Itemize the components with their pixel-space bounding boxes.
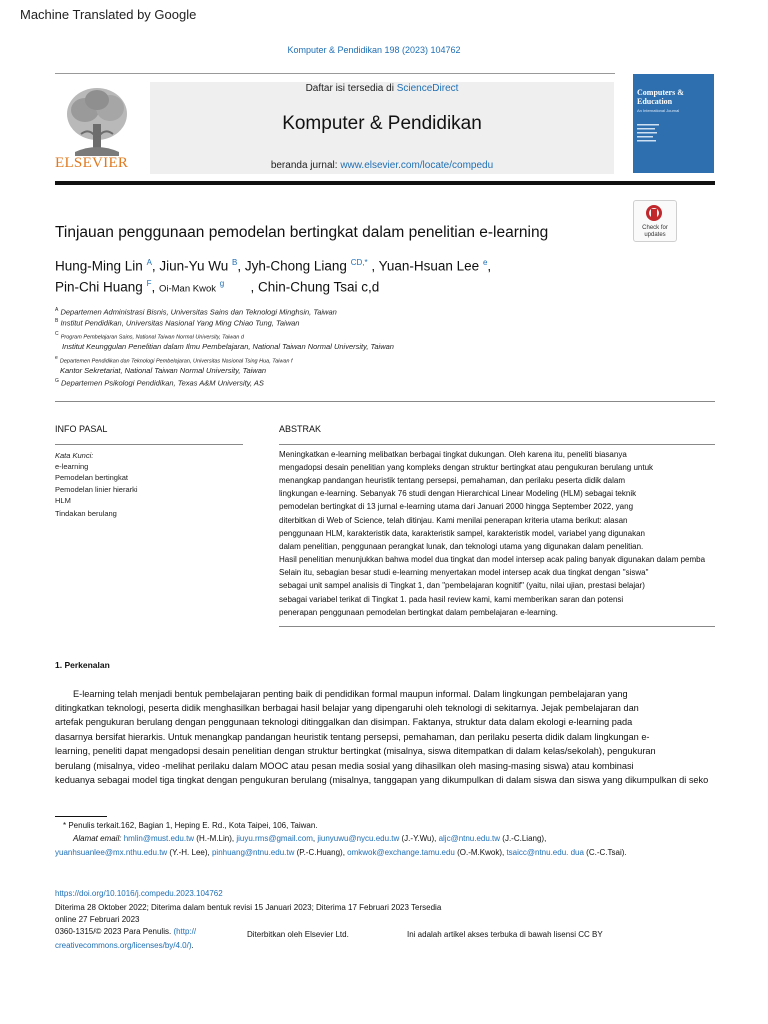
body-text-line: learning, peneliti dapat mengadopsi desain penelitian dengan struktur bertingkat (misalnya, siswa ditempatkan di dalam kelas/sekolah), pengukuran bbox=[55, 746, 656, 756]
affiliation: Kantor Sekretariat, National Taiwan Normal University, Taiwan bbox=[60, 366, 267, 375]
author-affiliation-link[interactable]: CD,* bbox=[350, 258, 368, 267]
author-name: Oi-Man Kwok bbox=[158, 283, 216, 295]
email-link[interactable]: jiuyu.rms@gmail.com bbox=[236, 834, 313, 843]
email-link[interactable]: yuanhsuanlee@mx.nthu.edu.tw bbox=[55, 848, 168, 857]
body-text-line: berulang (misalnya, video -melihat perilaku dalam MOOC atau pesan media sosial yang dihasilkan oleh masing-masing siswa) atau kombinasi bbox=[55, 761, 634, 771]
machine-translation-banner: Machine Translated by Google bbox=[20, 7, 197, 22]
journal-reference[interactable]: Komputer & Pendidikan 198 (2023) 104762 bbox=[287, 45, 461, 55]
author-name: Chin-Chung Tsai c,d bbox=[257, 279, 380, 295]
body-text-line: E-learning telah menjadi bentuk pembelajaran penting baik di pendidikan formal maupun informal. Dalam lingkungan pembelajaran yang bbox=[73, 689, 628, 699]
homepage-link[interactable]: www.elsevier.com/locate/compedu bbox=[340, 160, 494, 171]
abstract-line: menangkap pandangan heuristik tentang persepsi, pemahaman, dan perilaku peserta didik dalam bbox=[279, 476, 626, 485]
corresponding-author-note: * Penulis terkait.162, Bagian 1, Heping E. Rd., Kota Taipei, 106, Taiwan. bbox=[63, 821, 318, 830]
body-text-line: dasarnya bersifat hierarkis. Untuk menangkap pandangan heuristik tentang persepsi, pemahaman, dan perilaku peserta didik dalam lingkungan e- bbox=[55, 732, 650, 742]
doi-link[interactable]: https://doi.org/10.1016/j.compedu.2023.104762 bbox=[55, 889, 223, 898]
email-link[interactable]: jiunyuwu@nycu.edu.tw bbox=[317, 834, 400, 843]
keyword: Tindakan berulang bbox=[55, 509, 117, 518]
abstract-line: mengadopsi desain penelitian yang kompleks dengan struktur bertingkat atau pengukuran berulang untuk bbox=[279, 463, 654, 472]
homepage-prefix: beranda jurnal: bbox=[270, 160, 341, 171]
online-date: online 27 Februari 2023 bbox=[55, 915, 140, 924]
email-label: Alamat email: bbox=[73, 834, 122, 843]
contents-prefix: Daftar isi tersedia di bbox=[305, 83, 397, 94]
abstract-end-rule bbox=[279, 626, 715, 627]
contents-availability bbox=[150, 83, 614, 94]
author-name: Jiun-Yu Wu bbox=[159, 258, 229, 274]
keyword: Pemodelan bertingkat bbox=[55, 473, 128, 482]
abstract-line: sebagai unit sampel analisis di Tingkat 1, dan "pembelajaran kognitif" (yaitu, nilai ujian, prestasi belajar) bbox=[279, 581, 645, 590]
abstract-line: dalam penelitian, penggunaan perangkat lunak, dan teknologi utama yang digunakan dalam penelitian. bbox=[279, 542, 644, 551]
body-text-line: keduanya sebagai model tiga tingkat dengan pengukuran berulang (misalnya, tanggapan yang dikumpulkan di dalam siswa dan siswa yang dikumpulkan di seko bbox=[55, 775, 709, 785]
elsevier-wordmark: ELSEVIER bbox=[55, 155, 129, 171]
author-name: Jyh-Chong Liang bbox=[244, 258, 347, 274]
check-for-updates-badge[interactable] bbox=[633, 200, 677, 242]
open-access-note: Ini adalah artikel akses terbuka di bawah lisensi CC BY bbox=[407, 930, 603, 939]
license-link[interactable]: (http:// bbox=[173, 927, 197, 936]
author-affiliation-link[interactable]: F bbox=[146, 279, 152, 288]
journal-cover-image[interactable] bbox=[633, 74, 714, 173]
article-info-rule bbox=[55, 444, 243, 445]
affiliation: $^A$ Departemen Administrasi Bisnis, Universitas Sains dan Teknologi Minghsin, Taiwan bbox=[55, 307, 337, 317]
footnote-rule bbox=[55, 816, 107, 817]
author-name: Hung-Ming Lin bbox=[55, 258, 143, 274]
abstract-line: penggunaan HLM, karakteristik data, karakteristik sampel, karakteristik model, variabel yang digunakan bbox=[279, 529, 645, 538]
sciencedirect-link[interactable]: ScienceDirect bbox=[396, 83, 459, 94]
abstract-line: diterbitkan di Web of Science, telah ditinjau. Kami menilai penerapan kriteria utama berikut: alasan bbox=[279, 516, 628, 525]
abstract-heading: ABSTRAK bbox=[279, 424, 322, 434]
abstract-line: pemodelan bertingkat di 13 jurnal e-learning utama dari Januari 2000 hingga September 2022, yang bbox=[279, 502, 634, 511]
keyword: e-learning bbox=[55, 462, 89, 471]
author-affiliation-link[interactable]: e bbox=[482, 258, 488, 267]
abstract-rule bbox=[279, 444, 715, 445]
email-link[interactable]: aljc@ntnu.edu.tw bbox=[438, 834, 501, 843]
header-rule-top bbox=[55, 73, 615, 74]
author-affiliation-link[interactable]: g bbox=[219, 279, 225, 288]
email-link[interactable]: pinhuang@ntnu.edu.tw bbox=[211, 848, 295, 857]
section-divider bbox=[55, 401, 715, 402]
abstract-line: sebagai variabel terikat di Tingkat 1. pada hasil review kami, kami memberikan saran dan potensi bbox=[279, 595, 624, 604]
cover-subtitle: An International Journal bbox=[637, 108, 680, 113]
license-line: creativecommons.org/licenses/by/4.0/). bbox=[55, 941, 194, 950]
email-line-1: Alamat email: hmlin@must.edu.tw (H.-M.Lin), jiuyu.rms@gmail.com, jiunyuwu@nycu.edu.tw (J.-Y.Wu), aljc@ntnu.edu.tw (J.-C.Liang), bbox=[73, 834, 547, 843]
author-name: Yuan-Hsuan Lee bbox=[378, 258, 480, 274]
header-rule-thick bbox=[55, 181, 715, 185]
email-line-2: yuanhsuanlee@mx.nthu.edu.tw (Y.-H. Lee), pinhuang@ntnu.edu.tw (P.-C.Huang), omkwok@exchange.tamu.edu (O.-M.Kwok), tsaicc@ntnu.edu. dua (C.-C.Tsai). bbox=[55, 848, 627, 857]
email-link[interactable]: omkwok@exchange.tamu.edu bbox=[347, 848, 455, 857]
email-link[interactable]: tsaicc@ntnu.edu. dua bbox=[506, 848, 584, 857]
author-affiliation-link[interactable]: A bbox=[146, 258, 152, 267]
article-info-heading: INFO PASAL bbox=[55, 424, 108, 434]
author-line-1: Hung-Ming Lin $^A$, Jiun-Yu Wu $^B$, Jyh-Chong Liang $^{CD,*}$ , Yuan-Hsuan Lee $^e$, bbox=[55, 258, 492, 274]
abstract-line: Hasil penelitian menunjukkan bahwa model dua tingkat dan model intersep acak paling banyak digunakan dalam pemba bbox=[279, 555, 706, 564]
bookmark-icon bbox=[651, 209, 657, 218]
license-link[interactable]: creativecommons.org/licenses/by/4.0/) bbox=[55, 941, 192, 950]
email-link[interactable]: hmlin@must.edu.tw bbox=[123, 834, 195, 843]
author-line-2: Pin-Chi Huang $^F$, Oi-Man Kwok $^g$ , Chin-Chung Tsai c,d bbox=[55, 279, 380, 295]
journal-homepage bbox=[150, 160, 614, 171]
journal-title: Komputer & Pendidikan bbox=[282, 113, 482, 134]
section-heading-introduction: 1. Perkenalan bbox=[55, 660, 110, 670]
copyright-line bbox=[55, 927, 196, 936]
affiliation: $^G$ Departemen Psikologi Pendidikan, Texas A&M University, AS bbox=[55, 378, 264, 388]
cover-text-lines bbox=[637, 124, 667, 154]
check-updates-text: Check for updates bbox=[642, 225, 668, 238]
affiliation: $^e$ Departemen Pendidikan dan Teknologi Pembelajaran, Universitas Nasional Tsing Hua, Taiwan f bbox=[55, 355, 293, 365]
keyword: Pemodelan linier hierarki bbox=[55, 485, 138, 494]
body-text-line: ditingkatkan teknologi, peserta didik menghasilkan berbagai hasil belajar yang dipengaruhi oleh teknologi di sekitarnya. Jejak pembelajaran dan bbox=[55, 703, 639, 713]
published-by: Diterbitkan oleh Elsevier Ltd. bbox=[247, 930, 349, 939]
author-affiliation-link[interactable]: B bbox=[231, 258, 238, 267]
article-title: Tinjauan penggunaan pemodelan bertingkat dalam penelitian e-learning bbox=[55, 224, 549, 241]
keywords-heading: Kata Kunci: bbox=[55, 451, 94, 460]
affiliation: $^C$ Program Pembelajaran Sains, National Taiwan Normal University, Taiwan d bbox=[55, 331, 244, 341]
abstract-line: Meningkatkan e-learning melibatkan berbagai tingkat dukungan. Oleh karena itu, peneliti biasanya bbox=[279, 450, 627, 459]
abstract-line: Selain itu, sebagian besar studi e-learning menyertakan model intersep acak dua tingkat dengan "siswa" bbox=[279, 568, 649, 577]
body-text-line: artefak pengukuran berulang dengan penggunaan teknologi ditinggalkan dan disimpan. Faktanya, struktur data dalam ekologi e-learning pada bbox=[55, 717, 633, 727]
affiliation: $^B$ Institut Pendidikan, Universitas Nasional Yang Ming Chiao Tung, Taiwan bbox=[55, 318, 300, 328]
received-dates: Diterima 28 Oktober 2022; Diterima dalam bentuk revisi 15 Januari 2023; Diterima 17 Februari 2023 Tersedia bbox=[55, 903, 442, 912]
author-name: Pin-Chi Huang bbox=[55, 279, 143, 295]
keyword: HLM bbox=[55, 496, 71, 505]
cover-title: Computers & Education bbox=[637, 88, 684, 106]
affiliation: Institut Keunggulan Penelitian dalam Ilmu Pembelajaran, National Taiwan Normal University, Taiwan bbox=[62, 342, 394, 351]
abstract-line: penerapan penggunaan pemodelan bertingkat dalam pembelajaran e-learning. bbox=[279, 608, 558, 617]
abstract-line: lingkungan e-learning. Sebanyak 76 studi dengan Hierarchical Linear Modeling (HLM) sebagai teknik bbox=[279, 489, 637, 498]
copyright-text: 0360-1315/© 2023 Para Penulis. bbox=[55, 927, 172, 936]
